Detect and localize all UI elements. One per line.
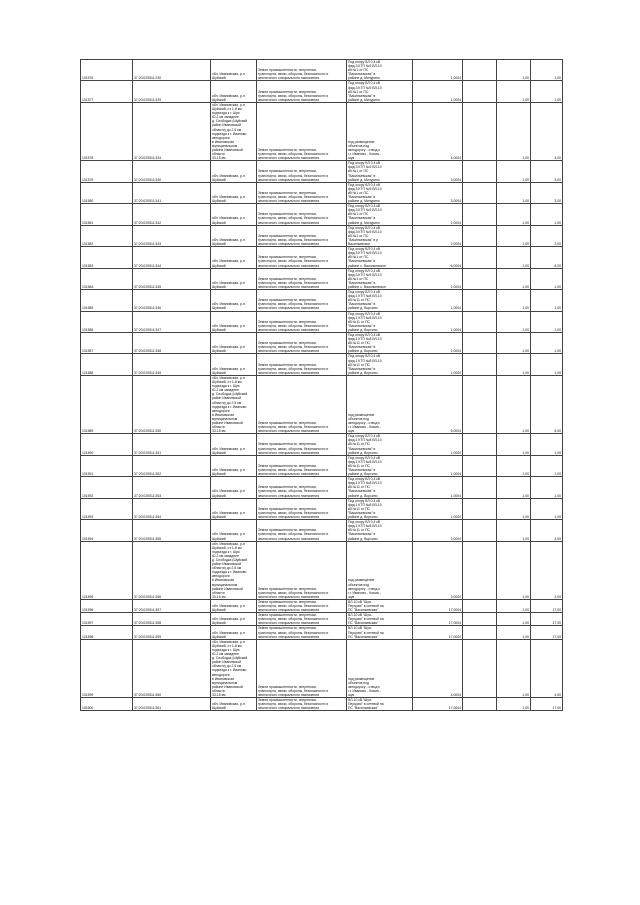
value-c-cell: 5,00	[531, 375, 563, 433]
row-number: 101591	[81, 455, 133, 476]
cadastral-number: 37:20:020511:354	[133, 498, 211, 519]
area-cell: 17,0004	[413, 626, 463, 639]
area-cell: 17,0004	[413, 698, 463, 711]
area-cell: 3,0004	[413, 541, 463, 599]
value-b-cell: 1,00	[497, 639, 531, 697]
row-number: 101582	[81, 225, 133, 246]
table-row	[81, 477, 563, 498]
value-a-cell	[463, 698, 497, 711]
row-number: 101586	[81, 311, 133, 332]
table-row	[81, 290, 563, 311]
permitted-use-cell: Под опору ВЛ 0,4 кВ фид.3 КТП №9 ВЛ-10 кВ №1 от ПС "Васильевская" в районе д. Мичурино	[347, 204, 413, 225]
value-a-cell	[463, 204, 497, 225]
value-c-cell: 3,00	[531, 182, 563, 203]
area-cell: 1,0004	[413, 498, 463, 519]
value-b-cell: 1,00	[497, 204, 531, 225]
value-a-cell	[463, 311, 497, 332]
area-cell: 1,0004	[413, 204, 463, 225]
permitted-use-cell: Под опору ВЛ 0,4 кВ фид.3 КТП №9 ВЛ-10 кВ №1 от ПС "Васильевская" в районе д. Мичурино	[347, 60, 413, 81]
value-b-cell: 1,00	[497, 626, 531, 639]
table-row	[81, 375, 563, 433]
row-number: 101585	[81, 290, 133, 311]
permitted-use-cell: под размещение объектов под автодорогу - отвод к г.г. Иваново - Кохма - шуя	[347, 541, 413, 599]
area-cell: 6,0004	[413, 247, 463, 268]
row-number: 101599	[81, 639, 133, 697]
cadastral-number: 37:20:020511:344	[133, 247, 211, 268]
cadastral-number: 37:20:020511:361	[133, 698, 211, 711]
value-a-cell	[463, 520, 497, 541]
table-row	[81, 311, 563, 332]
area-cell: 1,0004	[413, 81, 463, 102]
cadastral-number: 37:20:020511:342	[133, 204, 211, 225]
location-cell: обл. Ивановская, р-н Шуйский	[211, 161, 257, 182]
value-a-cell	[463, 477, 497, 498]
land-category-cell: Земли промышленности, энергетики, транспорта, связи, обороны, безопасности и земли иного специального назначения	[257, 333, 347, 354]
value-a-cell	[463, 290, 497, 311]
permitted-use-cell: Под опору ВЛ 0,4 кВ фид.3 КТП №9 ВЛ-10 кВ №1 от ПС "Васильевская" в районе д. Мичурино	[347, 182, 413, 203]
value-c-cell: 1,00	[531, 434, 563, 455]
row-number: 101597	[81, 613, 133, 626]
permitted-use-cell: под размещение объектов под автодорогу - отвод к г.г. Иваново - Кохма - шуя	[347, 102, 413, 160]
cadastral-number: 37:20:020511:347	[133, 311, 211, 332]
value-c-cell: 17,00	[531, 599, 563, 612]
location-cell: обл. Ивановская, р-н Шуйский, от 1-й км подъезда к г. Шуя Ю-2 км западнее д. Слободка (Шуйский район Ивановской области) до 2,5 км подъезда к г. Иваново автодороги в Ивановском муниципальном районе Ивановской области 33-15 км	[211, 375, 257, 433]
value-a-cell	[463, 375, 497, 433]
land-category-cell: Земли промышленности, энергетики, транспорта, связи, обороны, безопасности и земли иного специального назначения	[257, 311, 347, 332]
row-number: 101576	[81, 60, 133, 81]
area-cell: 3,0004	[413, 161, 463, 182]
row-number: 101583	[81, 247, 133, 268]
value-a-cell	[463, 225, 497, 246]
cadastral-number: 37:20:020511:341	[133, 182, 211, 203]
cadastral-number: 37:20:020511:357	[133, 599, 211, 612]
area-cell: 1,0004	[413, 268, 463, 289]
location-cell: обл. Ивановская, р-н Шуйский	[211, 204, 257, 225]
location-cell: обл. Ивановская, р-н Шуйский	[211, 613, 257, 626]
row-number: 101579	[81, 161, 133, 182]
land-category-cell: Земли промышленности, энергетики, транспорта, связи, обороны, безопасности и земли иного специального назначения	[257, 81, 347, 102]
table-row	[81, 626, 563, 639]
cadastral-number: 37:20:020511:352	[133, 455, 211, 476]
value-c-cell: 1,00	[531, 477, 563, 498]
value-b-cell: 1,00	[497, 311, 531, 332]
land-category-cell: Земли промышленности, энергетики, транспорта, связи, обороны, безопасности и земли иного специального назначения	[257, 639, 347, 697]
permitted-use-cell: Под опору ВЛ 0,4 кВ фид.1 КТП №8 ВЛ-10 кВ №11 от ПС "Васильевская" в районе д. Ворсино	[347, 333, 413, 354]
area-cell: 3,0004	[413, 182, 463, 203]
land-category-cell: Земли промышленности, энергетики, транспорта, связи, обороны, безопасности и земли иного специального назначения	[257, 60, 347, 81]
cadastral-number: 37:20:020511:356	[133, 541, 211, 599]
value-c-cell: 4,00	[531, 102, 563, 160]
value-c-cell: 1,00	[531, 81, 563, 102]
table-row	[81, 455, 563, 476]
cadastral-number: 37:20:020511:360	[133, 639, 211, 697]
table-row	[81, 434, 563, 455]
land-category-cell: Земли промышленности, энергетики, транспорта, связи, обороны, безопасности и земли иного специального назначения	[257, 225, 347, 246]
location-cell: обл. Ивановская, р-н Шуйский	[211, 81, 257, 102]
row-number: 101596	[81, 599, 133, 612]
permitted-use-cell: Под опору ВЛ 0,4 кВ фид.1 КТП №8 ВЛ-10 кВ №11 от ПС "Васильевская" в районе д. Ворсино	[347, 498, 413, 519]
row-number: 101594	[81, 520, 133, 541]
row-number: 101600	[81, 698, 133, 711]
table-body	[81, 60, 563, 711]
value-b-cell: 1,00	[497, 698, 531, 711]
cadastral-number: 37:20:020511:230	[133, 60, 211, 81]
location-cell: обл. Ивановская, р-н Шуйский	[211, 311, 257, 332]
row-number: 101588	[81, 354, 133, 375]
land-category-cell: Земли промышленности, энергетики, транспорта, связи, обороны, безопасности и земли иного специального назначения	[257, 599, 347, 612]
permitted-use-cell: Под опору ВЛ 0,4 кВ фид.1 КТП №8 ВЛ-10 кВ №11 от ПС "Васильевская" в районе д. Ворсино	[347, 354, 413, 375]
value-b-cell: 1,00	[497, 520, 531, 541]
value-b-cell: 1,00	[497, 354, 531, 375]
cadastral-number: 37:20:020511:359	[133, 626, 211, 639]
permitted-use-cell: Под опору ВЛ 0,4 кВ фид.1 КТП №8 ВЛ-10 кВ №11 от ПС "Васильевская" в районе д. Ворсино	[347, 311, 413, 332]
table-row	[81, 520, 563, 541]
table-row	[81, 247, 563, 268]
cadastral-number: 37:20:020511:329	[133, 81, 211, 102]
location-cell: обл. Ивановская, р-н Шуйский	[211, 247, 257, 268]
value-a-cell	[463, 81, 497, 102]
location-cell: обл. Ивановская, р-н Шуйский	[211, 182, 257, 203]
value-a-cell	[463, 626, 497, 639]
table-row	[81, 498, 563, 519]
row-number: 101581	[81, 204, 133, 225]
permitted-use-cell: Под опору ВЛ 0,4 кВ фид.1 КТП №8 ВЛ-10 кВ №11 от ПС "Васильевская" в районе д. Ворсино	[347, 434, 413, 455]
value-a-cell	[463, 247, 497, 268]
permitted-use-cell: Под опору ВЛ 0,4 кВ фид.3 КТП №9 ВЛ-10 кВ №1 от ПС "Васильевская" в районе д. Мичурино	[347, 81, 413, 102]
value-c-cell: 1,00	[531, 455, 563, 476]
area-cell: 1,0004	[413, 434, 463, 455]
land-category-cell: Земли промышленности, энергетики, транспорта, связи, обороны, безопасности и земли иного специального назначения	[257, 541, 347, 599]
land-category-cell: Земли промышленности, энергетики, транспорта, связи, обороны, безопасности и земли иного специального назначения	[257, 626, 347, 639]
value-b-cell: 1,00	[497, 455, 531, 476]
cadastral-number: 37:20:020511:358	[133, 613, 211, 626]
row-number: 101598	[81, 626, 133, 639]
permitted-use-cell: под размещение объектов под автодорогу - отвод к г.г. Иваново - Кохма - шуя	[347, 639, 413, 697]
table-row	[81, 225, 563, 246]
location-cell: обл. Ивановская, р-н Шуйский	[211, 477, 257, 498]
area-cell: 1,0004	[413, 455, 463, 476]
land-category-cell: Земли промышленности, энергетики, транспорта, связи, обороны, безопасности и земли иного специального назначения	[257, 354, 347, 375]
permitted-use-cell: ВЛ-10 кВ "Шуя- Перцово" в сетевой на ПС "Васильевская"	[347, 613, 413, 626]
table-row	[81, 268, 563, 289]
land-category-cell: Земли промышленности, энергетики, транспорта, связи, обороны, безопасности и земли иного специального назначения	[257, 247, 347, 268]
value-c-cell: 1,00	[531, 268, 563, 289]
value-b-cell: 1,00	[497, 541, 531, 599]
cadastral-number: 37:20:020511:351	[133, 434, 211, 455]
value-b-cell: 1,00	[497, 613, 531, 626]
land-category-cell: Земли промышленности, энергетики, транспорта, связи, обороны, безопасности и земли иного специального назначения	[257, 161, 347, 182]
location-cell: обл. Ивановская, р-н Шуйский	[211, 290, 257, 311]
value-b-cell: 1,00	[497, 333, 531, 354]
location-cell: обл. Ивановская, р-н Шуйский, от 1-й км подъезда к г. Шуя Ю-2 км западнее д. Слободка (Шуйский район Ивановской области) до 2,5 км подъезда к г. Иваново автодороги в Ивановском муниципальном районе Ивановской области 33-15 км	[211, 102, 257, 160]
land-category-cell: Земли промышленности, энергетики, транспорта, связи, обороны, безопасности и земли иного специального назначения	[257, 102, 347, 160]
area-cell: 17,0004	[413, 599, 463, 612]
cadastral-number: 37:20:020511:350	[133, 375, 211, 433]
location-cell: обл. Ивановская, р-н Шуйский	[211, 354, 257, 375]
value-b-cell: 1,00	[497, 81, 531, 102]
value-a-cell	[463, 268, 497, 289]
value-b-cell: 1,00	[497, 182, 531, 203]
value-b-cell: 1,00	[497, 477, 531, 498]
land-category-cell: Земли промышленности, энергетики, транспорта, связи, обороны, безопасности и земли иного специального назначения	[257, 290, 347, 311]
location-cell: обл. Ивановская, р-н Шуйский	[211, 60, 257, 81]
value-b-cell: 1,00	[497, 498, 531, 519]
location-cell: обл. Ивановская, р-н Шуйский	[211, 698, 257, 711]
land-category-cell: Земли промышленности, энергетики, транспорта, связи, обороны, безопасности и земли иного специального назначения	[257, 204, 347, 225]
cadastral-number: 37:20:020511:334	[133, 102, 211, 160]
value-c-cell: 6,00	[531, 247, 563, 268]
value-b-cell: 1,00	[497, 375, 531, 433]
row-number: 101592	[81, 477, 133, 498]
area-cell: 4,0004	[413, 102, 463, 160]
cadastral-number: 37:20:020511:355	[133, 520, 211, 541]
cadastral-number: 37:20:020511:346	[133, 290, 211, 311]
permitted-use-cell: ВЛ-10 кВ "Шуя- Перцово" в сетевой на ПС "Васильевская"	[347, 698, 413, 711]
area-cell: 17,0004	[413, 613, 463, 626]
value-c-cell: 1,00	[531, 333, 563, 354]
row-number: 101590	[81, 434, 133, 455]
cadastral-number: 37:20:020511:345	[133, 268, 211, 289]
value-a-cell	[463, 333, 497, 354]
location-cell: обл. Ивановская, р-н Шуйский	[211, 498, 257, 519]
cadastral-number: 37:20:020511:353	[133, 477, 211, 498]
permitted-use-cell: Под опору ВЛ 0,4 кВ фид.1 КТП №8 ВЛ-10 кВ №11 от ПС "Васильевская" в районе д. Ворсино	[347, 455, 413, 476]
row-number: 101578	[81, 102, 133, 160]
value-a-cell	[463, 161, 497, 182]
table-row	[81, 102, 563, 160]
value-c-cell: 1,00	[531, 60, 563, 81]
table-row	[81, 60, 563, 81]
value-b-cell: 1,00	[497, 161, 531, 182]
value-c-cell: 2,00	[531, 225, 563, 246]
value-c-cell: 1,00	[531, 498, 563, 519]
location-cell: обл. Ивановская, р-н Шуйский	[211, 434, 257, 455]
location-cell: обл. Ивановская, р-н Шуйский	[211, 599, 257, 612]
cadastral-number: 37:20:020511:343	[133, 225, 211, 246]
land-category-cell: Земли промышленности, энергетики, транспорта, связи, обороны, безопасности и земли иного специального назначения	[257, 455, 347, 476]
table-row	[81, 204, 563, 225]
value-c-cell: 3,00	[531, 541, 563, 599]
area-cell: 1,0004	[413, 290, 463, 311]
permitted-use-cell: ВЛ-10 кВ "Шуя- Перцово" в сетевой на ПС "Васильевская"	[347, 626, 413, 639]
value-b-cell: 1,00	[497, 268, 531, 289]
land-category-cell: Земли промышленности, энергетики, транспорта, связи, обороны, безопасности и земли иного специального назначения	[257, 698, 347, 711]
permitted-use-cell: Под опору ВЛ 0,4 кВ фид.3 КТП №9 ВЛ-10 кВ №1 от ПС "Васильевская" в районе д. Мичурино	[347, 161, 413, 182]
location-cell: обл. Ивановская, р-н Шуйский	[211, 333, 257, 354]
land-category-cell: Земли промышленности, энергетики, транспорта, связи, обороны, безопасности и земли иного специального назначения	[257, 498, 347, 519]
location-cell: обл. Ивановская, р-н Шуйский	[211, 268, 257, 289]
value-b-cell: 1,00	[497, 225, 531, 246]
location-cell: обл. Ивановская, р-н Шуйский	[211, 225, 257, 246]
row-number: 101577	[81, 81, 133, 102]
value-b-cell: 1,00	[497, 434, 531, 455]
row-number: 101584	[81, 268, 133, 289]
table-row	[81, 161, 563, 182]
value-a-cell	[463, 60, 497, 81]
area-cell: 1,0004	[413, 60, 463, 81]
area-cell: 3,0004	[413, 520, 463, 541]
permitted-use-cell: Под опору ВЛ 0,4 кВ фид.1 КТП №8 ВЛ-10 кВ №11 от ПС "Васильевская" в районе д. Ворсино	[347, 290, 413, 311]
value-a-cell	[463, 434, 497, 455]
table-row	[81, 182, 563, 203]
value-b-cell: 1,00	[497, 102, 531, 160]
value-a-cell	[463, 639, 497, 697]
location-cell: обл. Ивановская, р-н Шуйский, от 1-й км подъезда к г. Шуя Ю-2 км западнее д. Слободка (Шуйский район Ивановской области) до 2,5 км подъезда к г. Иваново автодороги в Ивановском муниципальном районе Ивановской области 33-15 км	[211, 639, 257, 697]
land-category-cell: Земли промышленности, энергетики, транспорта, связи, обороны, безопасности и земли иного специального назначения	[257, 477, 347, 498]
value-b-cell: 1,00	[497, 599, 531, 612]
value-a-cell	[463, 613, 497, 626]
value-a-cell	[463, 354, 497, 375]
land-category-cell: Земли промышленности, энергетики, транспорта, связи, обороны, безопасности и земли иного специального назначения	[257, 182, 347, 203]
cadastral-number: 37:20:020511:349	[133, 354, 211, 375]
row-number: 101595	[81, 541, 133, 599]
table-row	[81, 354, 563, 375]
value-a-cell	[463, 599, 497, 612]
value-c-cell: 17,00	[531, 698, 563, 711]
location-cell: обл. Ивановская, р-н Шуйский	[211, 626, 257, 639]
row-number: 101587	[81, 333, 133, 354]
value-c-cell: 3,00	[531, 520, 563, 541]
row-number: 101589	[81, 375, 133, 433]
value-b-cell: 1,00	[497, 247, 531, 268]
cadastral-number: 37:20:020511:340	[133, 161, 211, 182]
location-cell: обл. Ивановская, р-н Шуйский, от 1-й км подъезда к г. Шуя Ю-2 км западнее д. Слободка (Шуйский район Ивановской области) до 2,5 км подъезда к г. Иваново автодороги в Ивановском муниципальном районе Ивановской области 33-15 км	[211, 541, 257, 599]
permitted-use-cell: Под опору ВЛ 0,4 кВ фид.1 КТП №8 ВЛ-10 кВ №11 от ПС "Васильевская" в районе д. Ворсино	[347, 520, 413, 541]
cadastral-number: 37:20:020511:348	[133, 333, 211, 354]
row-number: 101593	[81, 498, 133, 519]
table-row	[81, 541, 563, 599]
table-row	[81, 639, 563, 697]
value-a-cell	[463, 102, 497, 160]
permitted-use-cell: Под опору ВЛ 0,4 кВ фид.1 КТП №8 ВЛ-10 кВ №11 от ПС "Васильевская" в районе д. Ворсино	[347, 477, 413, 498]
land-category-cell: Земли промышленности, энергетики, транспорта, связи, обороны, безопасности и земли иного специального назначения	[257, 613, 347, 626]
permitted-use-cell: Под опору ВЛ 0,4 кВ фид.3 КТП №9 ВЛ-10 кВ №1 от ПС "Васильевская" в районе с. Васильевское	[347, 268, 413, 289]
land-category-cell: Земли промышленности, энергетики, транспорта, связи, обороны, безопасности и земли иного специального назначения	[257, 520, 347, 541]
land-registry-table	[80, 59, 563, 711]
table-row	[81, 333, 563, 354]
table-row	[81, 613, 563, 626]
permitted-use-cell: Под опору ВЛ 0,4 кВ фид.3 КТП №9 ВЛ-10 кВ №1 от ПС "Васильевская" в р Васильевское	[347, 225, 413, 246]
value-c-cell: 17,00	[531, 613, 563, 626]
row-number: 101580	[81, 182, 133, 203]
value-c-cell: 1,00	[531, 204, 563, 225]
value-c-cell: 1,00	[531, 290, 563, 311]
area-cell: 5,0004	[413, 375, 463, 433]
table-row	[81, 81, 563, 102]
value-a-cell	[463, 498, 497, 519]
value-c-cell: 17,00	[531, 626, 563, 639]
table-row	[81, 599, 563, 612]
land-category-cell: Земли промышленности, энергетики, транспорта, связи, обороны, безопасности и земли иного специального назначения	[257, 434, 347, 455]
table-row	[81, 698, 563, 711]
permitted-use-cell: ВЛ-10 кВ "Шуя- Перцово" в сетевой на ПС "Васильевская"	[347, 599, 413, 612]
value-c-cell: 3,00	[531, 161, 563, 182]
land-category-cell: Земли промышленности, энергетики, транспорта, связи, обороны, безопасности и земли иного специального назначения	[257, 268, 347, 289]
area-cell: 1,0004	[413, 354, 463, 375]
area-cell: 2,0004	[413, 225, 463, 246]
value-b-cell: 1,00	[497, 290, 531, 311]
permitted-use-cell: под размещение объектов под автодорогу - отвод к г.г. Иваново - Кохма - шуя	[347, 375, 413, 433]
location-cell: обл. Ивановская, р-н Шуйский	[211, 520, 257, 541]
value-c-cell: 1,00	[531, 311, 563, 332]
area-cell: 1,0004	[413, 311, 463, 332]
area-cell: 1,0004	[413, 477, 463, 498]
value-a-cell	[463, 182, 497, 203]
value-c-cell: 4,00	[531, 639, 563, 697]
value-a-cell	[463, 541, 497, 599]
permitted-use-cell: Под опору ВЛ 0,4 кВ фид.3 КТП №9 ВЛ-10 кВ №1 от ПС "Васильевская" в районе с. Васильевское	[347, 247, 413, 268]
value-b-cell: 1,00	[497, 60, 531, 81]
area-cell: 1,0004	[413, 333, 463, 354]
value-a-cell	[463, 455, 497, 476]
value-c-cell: 1,00	[531, 354, 563, 375]
area-cell: 4,0004	[413, 639, 463, 697]
location-cell: обл. Ивановская, р-н Шуйский	[211, 455, 257, 476]
land-category-cell: Земли промышленности, энергетики, транспорта, связи, обороны, безопасности и земли иного специального назначения	[257, 375, 347, 433]
